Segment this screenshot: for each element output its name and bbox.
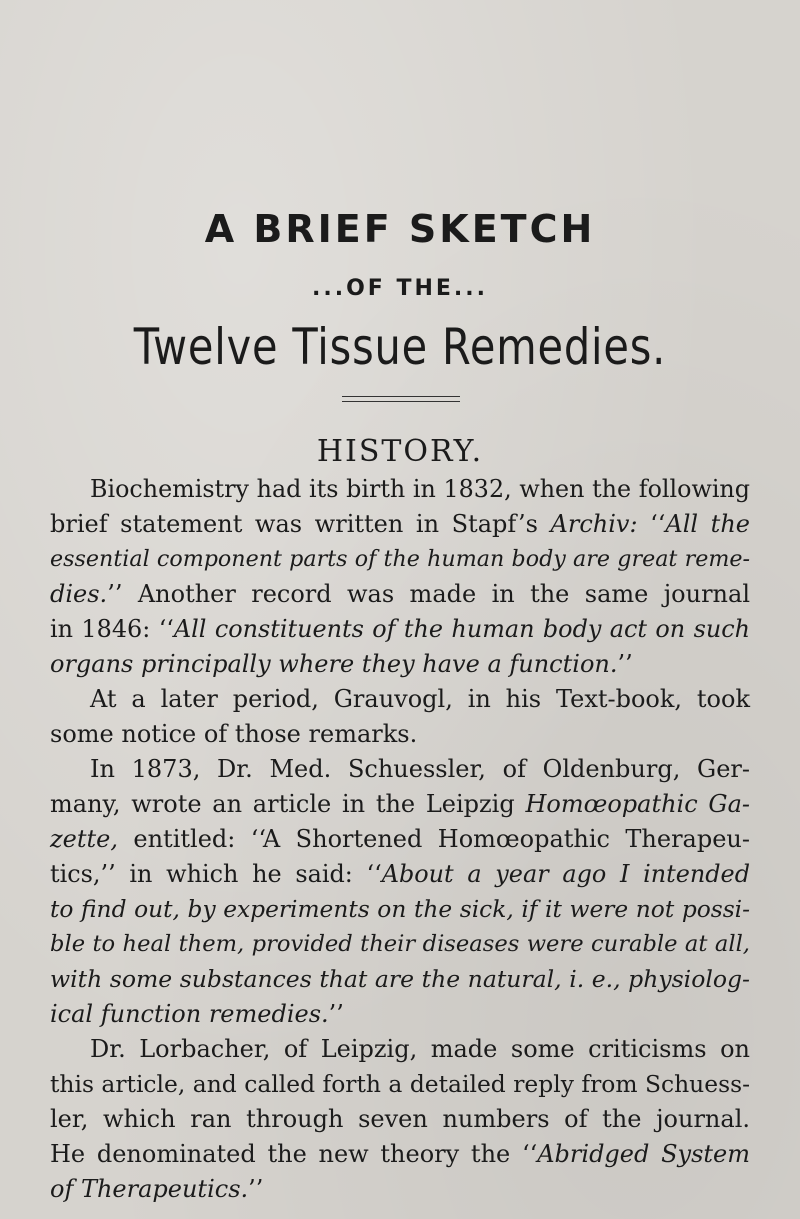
text-line <box>50 1102 750 1137</box>
text-run: ’’ <box>617 650 633 678</box>
text-line <box>50 612 750 647</box>
italic-run: Abridged System <box>537 1140 750 1168</box>
text-run: ‘‘ <box>637 510 666 538</box>
text-line <box>50 1172 750 1207</box>
text-run: some notice of those remarks. <box>50 720 418 748</box>
text-run: tics,’’ in which he said: ‘‘ <box>50 860 382 888</box>
text-line <box>50 542 750 577</box>
text-line <box>50 822 750 857</box>
italic-run: essential component parts of the human body are great reme- <box>50 546 750 572</box>
italic-run: with some substances that are the natural, i. e., physiolog- <box>50 965 750 993</box>
italic-run: to find out, by experiments on the sick, if it were not possi- <box>50 896 750 923</box>
text-line <box>50 752 750 787</box>
text-line <box>50 857 750 892</box>
italic-run: All constituents of the human body act on such <box>173 615 750 643</box>
text-line <box>50 787 750 822</box>
text-line <box>50 892 750 927</box>
text-run: ’’ <box>328 1000 344 1028</box>
text-run: ’’ <box>248 1175 264 1203</box>
italic-run: organs principally where they have a function. <box>50 650 618 678</box>
italic-run: dies. <box>50 580 108 608</box>
text-run: entitled: ‘‘A Shortened Homœopathic Therapeu- <box>117 825 750 853</box>
italic-run: zette, <box>50 825 118 853</box>
ornamental-divider <box>342 396 460 402</box>
text-run: this article, and called forth a detailed reply from Schuess- <box>50 1070 750 1098</box>
text-line <box>50 927 750 962</box>
italic-run: Archiv: <box>550 510 638 538</box>
text-line <box>50 997 750 1032</box>
text-run: He denominated the new theory the ‘‘ <box>50 1140 538 1168</box>
italic-run: Homœopathic Ga- <box>525 790 750 818</box>
text-run: ler, which ran through seven numbers of the journal. <box>50 1105 750 1133</box>
text-run: in 1846: ‘‘ <box>50 615 174 643</box>
italic-run: About a year ago I intended <box>381 860 750 888</box>
title-line-3: Twelve Tissue Remedies. <box>133 318 667 376</box>
text-run: In 1873, Dr. Med. Schuessler, of Oldenburg, Ger- <box>90 755 750 783</box>
italic-run: ble to heal them, provided their diseases were curable at all, <box>50 931 750 957</box>
text-line <box>50 717 750 752</box>
section-heading: HISTORY. <box>316 434 484 469</box>
title-line-2: ...OF THE... <box>312 276 488 301</box>
title-line-1: A BRIEF SKETCH <box>204 207 596 251</box>
text-line <box>50 1032 750 1067</box>
text-line <box>50 647 750 682</box>
text-run: ’’ Another record was made in the same journal <box>107 580 750 608</box>
text-line <box>50 1137 750 1172</box>
text-line <box>50 577 750 612</box>
text-run: Dr. Lorbacher, of Leipzig, made some criticisms on <box>90 1035 750 1063</box>
text-line <box>50 962 750 997</box>
text-line <box>50 682 750 717</box>
text-run: brief statement was written in Stapf’s <box>50 510 551 538</box>
text-line <box>50 507 750 542</box>
text-run: Biochemistry had its birth in 1832, when the following <box>90 475 750 503</box>
body-text <box>50 472 750 1207</box>
italic-run: ical function remedies. <box>50 1000 329 1028</box>
text-run: many, wrote an article in the Leipzig <box>50 790 526 818</box>
italic-run: All the <box>665 510 750 538</box>
italic-run: of Therapeutics. <box>50 1175 249 1203</box>
text-line <box>50 1067 750 1102</box>
text-line <box>50 472 750 507</box>
text-run: At a later period, Grauvogl, in his Text-book, took <box>90 685 750 713</box>
